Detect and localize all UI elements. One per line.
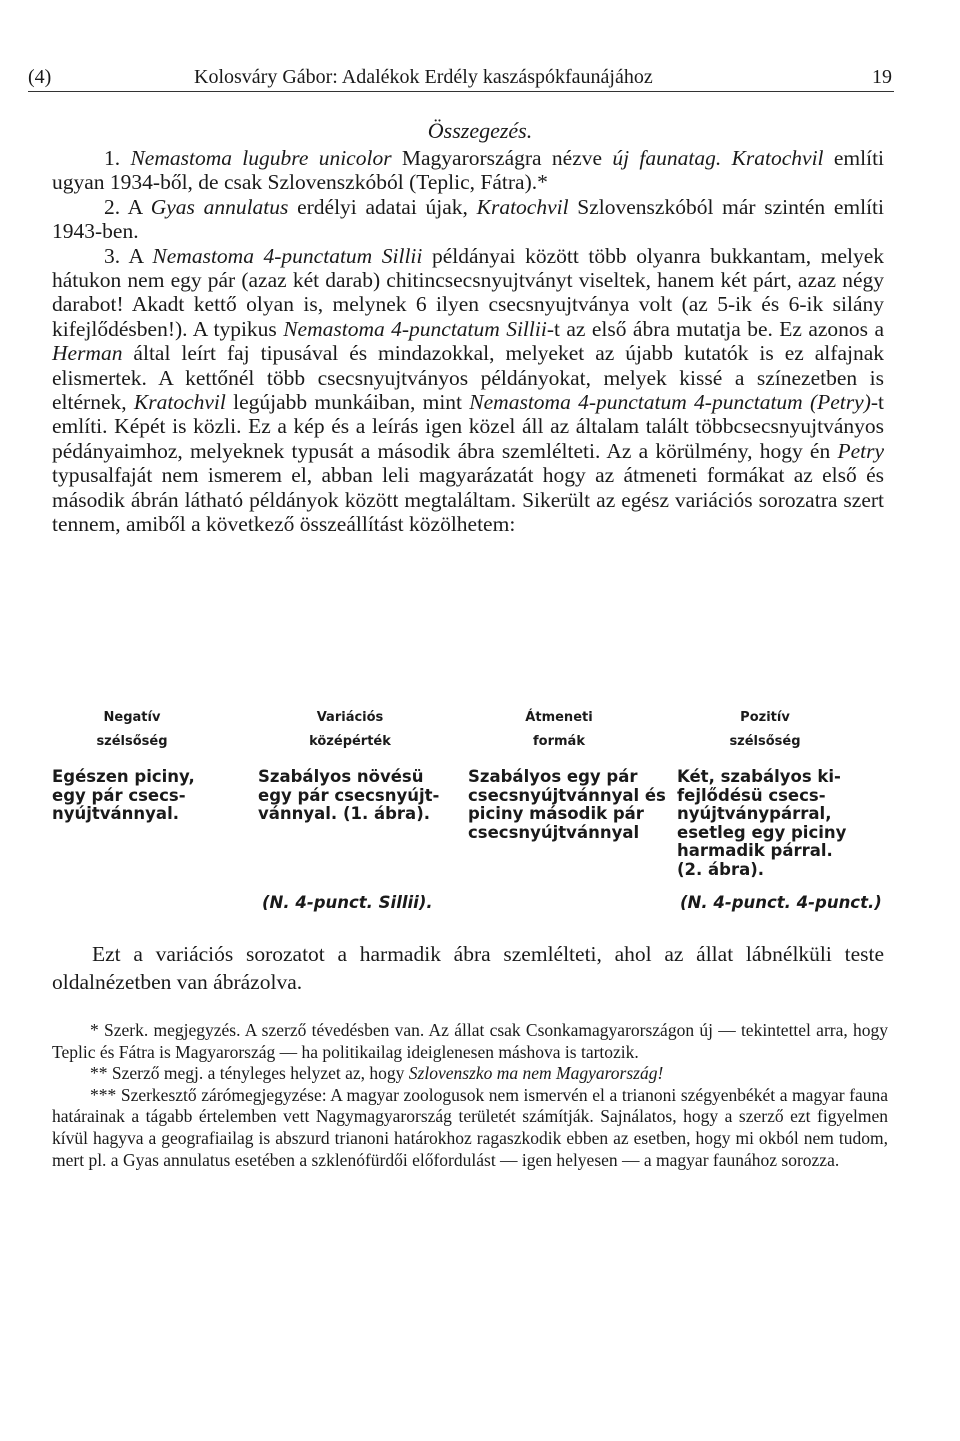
column-body-mean: Szabályos növésü egy pár csecsnyújt- vánnyal. (1. ábra).	[258, 767, 440, 824]
text-segment: * Szerk. megjegyzés. A szerző tévedésben van. Az állat csak Csonkamagyarországon új — tekintettel arra, hogy Teplic és Fátra is Magyarország — ha politikailag ideiglenesen máshova is tartozik.	[52, 1020, 888, 1062]
italic-segment: Nemastoma 4-punctatum Sillii	[152, 243, 423, 268]
text-segment: által leírt faj tipusával és mindazokkal, melyeket az újabb kutatók is ez alfajnak elismertek. A kettőnél több csecsnyujtványos példányokat, melyek kissé a színezetben is eltérnek,	[52, 341, 884, 415]
italic-segment: Nemastoma 4-punctatum 4-punctatum (Petry)	[469, 390, 871, 415]
italic-segment: Herman	[52, 341, 123, 366]
column-body-positive: Két, szabályos ki- fejlődésü csecs- nyújtványpárral, esetleg egy piciny harmadik párral. (2. ábra).	[677, 767, 847, 879]
text-segment: példányai között több olyanra bukkantam, melyek hátukon nem egy pár (azaz két darab) chitincsecsnyujtványt viseltek, hanem két párt, azaz négy darabot! Akadt kettő olyan is, melynek 6 ilyen csecsnyujtványa volt (az 5-ik és 6-ik silány kifejlődésben!). A typikus	[52, 243, 884, 341]
footnote-2	[52, 1063, 888, 1085]
text-segment: -t az első ábra mutatja be. Ez azonos a	[546, 316, 884, 341]
item-number: 2.	[104, 194, 121, 219]
running-title: Kolosváry Gábor: Adalékok Erdély kaszáspókfaunájához	[194, 66, 653, 88]
column-head-mean: Variációs középérték	[309, 710, 391, 749]
text-segment: Szlovenszkóból már szintén említi 1943-ben.	[52, 194, 885, 244]
text-segment: *** Szerkesztő zárómegjegyzése: A magyar zoologusok nem ismervén el a trianoni szégyenbékét a magyar fauna határainak a tágabb értelemben vett Nagymagyarország területét számítják. Sajnálatos, hogy a szerző ezt figyelmen kívül hagyva a geografiailag is abszurd trianoni határokhoz ragaszkodik ebben az esetben, hogy mi okból nem tudom, mert pl. a Gyas annulatus esetében a szklenófürdői előfordulást — igen helyesen — a magyar faunához sorozza.	[52, 1084, 888, 1170]
text-segment: említi ugyan 1934-ből, de csak Szlovenszkóból (Teplic, Fátra).*	[52, 146, 885, 195]
column-foot-positive: (N. 4-punct. 4-punct.)	[680, 893, 882, 912]
italic-segment: Szlovenszko ma nem Magyarország!	[408, 1063, 664, 1084]
footnotes	[52, 1020, 888, 1171]
text-segment: A	[120, 243, 153, 268]
column-head-positive: Pozitív szélsőség	[729, 710, 801, 749]
header-rule	[28, 91, 894, 92]
italic-segment: Gyas annulatus	[150, 194, 289, 219]
summary-item-3	[52, 244, 884, 537]
item-number: 1.	[104, 146, 121, 170]
text-segment: ** Szerző megj. a tényleges helyzet az, hogy	[90, 1063, 409, 1084]
footnote-3	[52, 1085, 888, 1171]
text-segment: Magyarországra nézve	[391, 146, 613, 170]
italic-segment: Kratochvil	[133, 390, 226, 415]
page-label: (4)	[28, 66, 52, 88]
text-segment	[120, 146, 130, 170]
column-foot-mean: (N. 4-punct. Sillii).	[262, 893, 433, 912]
text-segment	[721, 146, 731, 170]
column-head-transitional: Átmeneti formák	[525, 710, 593, 749]
summary-body	[52, 146, 884, 537]
footnote-1	[52, 1020, 888, 1063]
column-body-transitional: Szabályos egy pár csecsnyújtvánnyal és piciny második pár csecsnyújtvánnyal	[468, 767, 666, 842]
section-title: Összegezés.	[427, 118, 533, 143]
column-head-negative: Negatív szélsőség	[96, 710, 168, 749]
italic-segment: Petry	[837, 438, 884, 463]
italic-segment: Nemastoma 4-punctatum Sillii	[283, 316, 547, 341]
summary-item-1	[52, 146, 884, 195]
italic-segment: új faunatag.	[612, 146, 722, 170]
text-segment: typusalfaját nem ismerem el, abban leli magyarázatát hogy az átmeneti formákat az első és második ábrán látható példányok között megtaláltam. Sikerült az egész variációs sorozatra szert tennem, amiből a következő összeállítást közölhetem:	[52, 463, 884, 537]
italic-segment: Nemastoma lugubre unicolor	[130, 146, 392, 170]
text-segment: A	[120, 194, 151, 219]
column-body-negative: Egészen piciny, egy pár csecs- nyújtvánnyal.	[52, 767, 195, 824]
summary-item-2	[52, 195, 884, 244]
text-segment: -t említi. Képét is közli. Ez a kép és a leírás igen közel áll az általam talált többcsecsnyujtványos pédányaimhoz, melyeknek typusát a második ábra szemlélteti. Az a körülmény, hogy én	[52, 390, 884, 463]
text-segment: legújabb munkáiban, mint	[225, 390, 470, 415]
closing-sentence: Ezt a variációs sorozatot a harmadik ábra szemlélteti, ahol az állat lábnélküli teste oldalnézetben van ábrázolva.	[52, 942, 884, 994]
italic-segment: Kratochvil	[476, 194, 569, 219]
item-number: 3.	[104, 243, 121, 268]
italic-segment: Kratochvil	[731, 146, 824, 170]
text-segment: erdélyi adatai újak,	[288, 194, 477, 219]
page-number: 19	[872, 66, 892, 88]
